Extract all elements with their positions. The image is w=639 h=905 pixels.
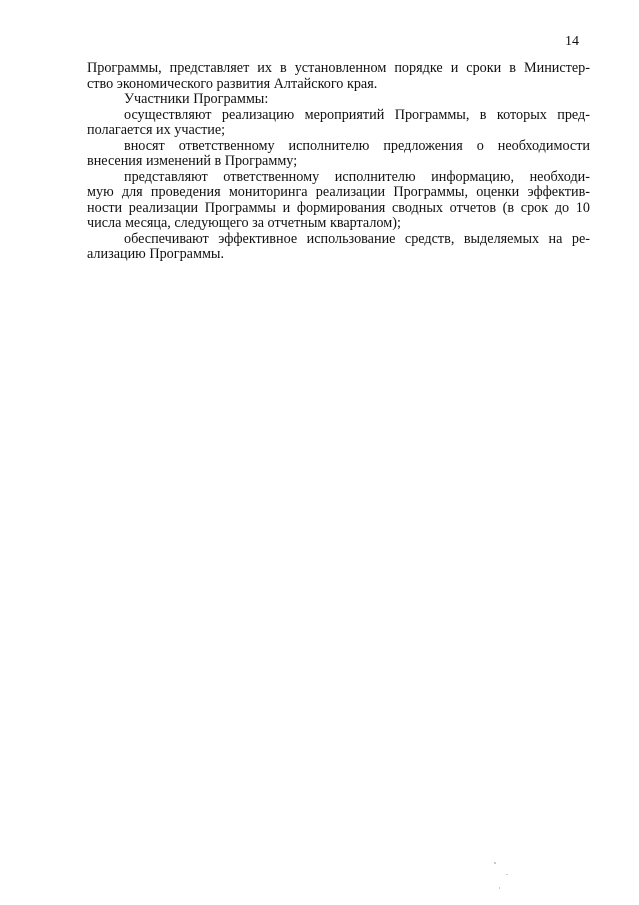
paragraph [87,232,590,263]
text-line: внесения изменений в Программу; [87,154,298,169]
text-line: обеспечивают эффективное использование средств, выделяемых на ре- [124,231,590,247]
paragraph [87,139,590,170]
text-line: числа месяца, следующего за отчетным кварталом); [87,216,401,231]
page-number: 14 [565,34,579,49]
text-line: вносят ответственному исполнителю предложения о необходимости [124,138,590,154]
text-line: ализацию Программы. [87,247,225,262]
text-line: мую для проведения мониторинга реализации Программы, оценки эффектив- [87,185,590,200]
text-line: Программы, представляет их в установленном порядке и сроки в Министер- [87,61,590,76]
scan-speck [494,862,496,864]
paragraph [87,92,590,108]
scan-speck [506,874,508,875]
text-line: представляют ответственному исполнителю информацию, необходи- [124,169,590,185]
text-line: ство экономического развития Алтайского края. [87,76,378,92]
text-line: Участники Программы: [124,92,269,107]
paragraph [87,61,590,92]
paragraph [87,170,590,232]
paragraph [87,108,590,139]
scan-speck [499,887,500,889]
text-line: осуществляют реализацию мероприятий Программы, в которых пред- [124,107,590,123]
text-line: полагается их участие; [87,123,226,138]
text-line: ности реализации Программы и формирования сводных отчетов (в срок до 10 [87,200,590,216]
body-text [87,61,590,263]
